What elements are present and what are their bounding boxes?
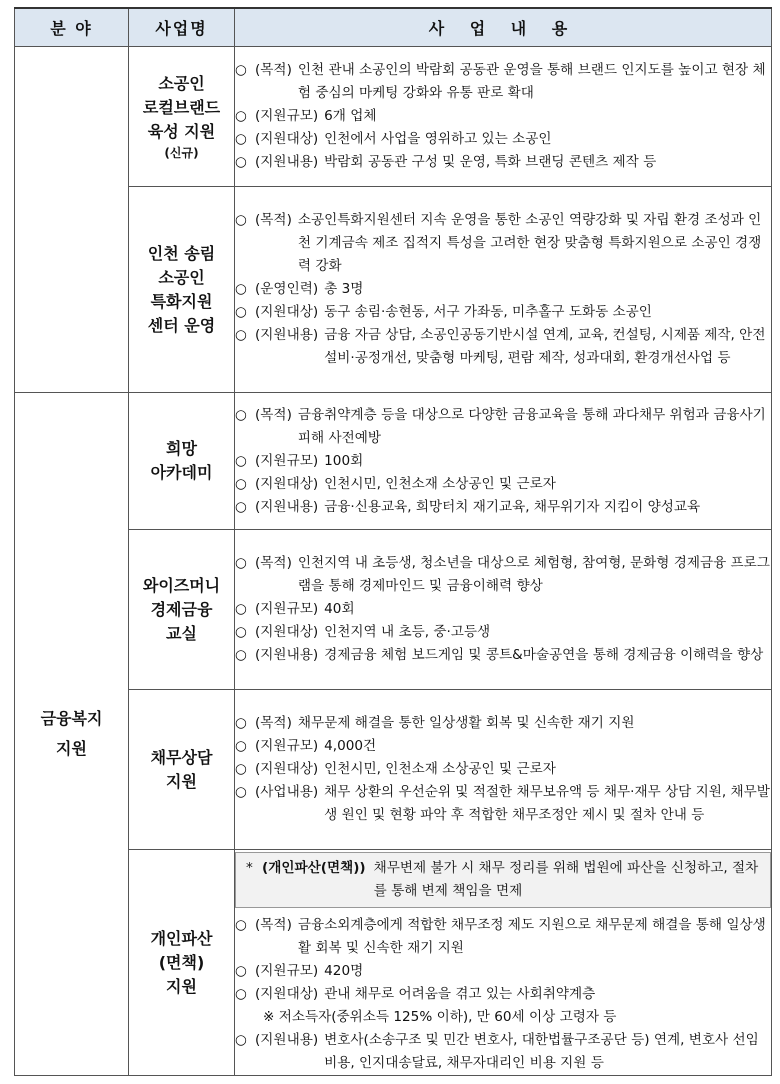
list-item: ○ (지원내용) 박람회 공동관 구성 및 운영, 특화 브랜딩 콘텐츠 제작 등 [235,154,657,170]
list-item: ○ (목적) 금융취약계층 등을 대상으로 다양한 금융교육을 통해 과다채무 위험과 금융사기 피해 사전예방 [235,406,766,446]
list-item: ○ (지원규모) 4,000건 [235,738,377,754]
list-item: ○ (지원대상) 인천시민, 인천소재 소상공인 및 근로자 [235,475,556,492]
table-row [15,393,772,530]
list-item: ○ (목적) 소공인특화지원센터 지속 운영을 통한 소공인 역량강화 및 자립 환경 조성과 인천 기계금속 제조 집적지 특성을 고려한 현장 맞춤형 특화지원으로 소공인 경쟁력 강화 [235,212,762,274]
field-cell [15,393,129,1076]
list-item: ○ (지원내용) 금융 자금 상담, 소공인공동기반시설 연계, 교육, 컨설팅, 시제품 제작, 안전설비·공정개선, 맞춤형 마케팅, 편람 제작, 성과대회, 환경개선사업 등 [235,327,766,366]
program-content [235,187,772,393]
list-item: ○ (지원내용) 변호사(소송구조 및 민간 변호사, 대한법률구조공단 등) 연계, 변호사 선임비용, 인지대송달료, 채무자대리인 비용 지원 등 [235,1032,759,1071]
list-item: ○ (목적) 금융소외계층에게 적합한 채무조정 제도 지원으로 채무문제 해결을 통해 일상생활 회복 및 신속한 재기 지원 [235,917,766,956]
list-item: ○ (목적) 인천 관내 소공인의 박람회 공동관 운영을 통해 브랜드 인지도를 높이고 현장 체험 중심의 마케팅 강화와 유통 판로 확대 [235,62,766,101]
business-table [14,7,772,1076]
table-row [15,47,772,187]
table-row [15,690,772,850]
table-row [15,850,772,1076]
program-name: 채무상담 지원 [129,690,235,850]
list-item: ○ (지원내용) 금융·신용교육, 희망터치 재기교육, 채무위기자 지킴이 양성교육 [235,498,701,515]
list-item: ○ (지원대상) 인천에서 사업을 영위하고 있는 소공인 [235,131,552,147]
header-content: 사 업 내 용 [235,8,772,47]
program-content [235,47,772,187]
table-header-row [15,8,772,47]
list-item: ○ (지원대상) 관내 채무로 어려움을 겪고 있는 사회취약계층 [235,986,596,1002]
program-name: 희망 아카데미 [129,393,235,530]
list-item: ○ (지원대상) 동구 송림·송현동, 서구 가좌동, 미추홀구 도화동 소공인 [235,304,652,320]
list-item: ○ (목적) 인천지역 내 초등생, 청소년을 대상으로 체험형, 참여형, 문화형 경제금융 프로그램을 통해 경제마인드 및 금융이해력 향상 [235,555,770,594]
field-label: 금융복지 지원 [40,709,103,758]
program-name: 소공인 로컬브랜드 육성 지원 (신규) [129,47,235,187]
program-name: 와이즈머니 경제금융 교실 [129,530,235,690]
program-content [235,850,772,1076]
program-content [235,690,772,850]
list-item: ○ (지원규모) 100회 [235,452,364,469]
list-item: ○ (운영인력) 총 3명 [235,281,364,297]
list-item: ○ (목적) 채무문제 해결을 통한 일상생활 회복 및 신속한 재기 지원 [235,715,635,731]
program-content [235,393,772,530]
list-item: ○ (지원내용) 경제금융 체험 보드게임 및 콩트&마술공연을 통해 경제금융 이해력을 향상 [235,647,764,663]
field-cell [15,47,129,393]
list-item: ○ (사업내용) 채무 상환의 우선순위 및 적절한 채무보유액 등 채무·재무 상담 지원, 채무발생 원인 및 현황 파악 후 적합한 채무조정안 제시 및 절차 안내 등 [235,784,770,823]
table-row [15,530,772,690]
header-name: 사업명 [129,8,235,47]
header-field: 분 야 [15,8,129,47]
note-box: * (개인파산(면책)) 채무변제 불가 시 채무 정리를 위해 법원에 파산을 신청하고, 절차를 통해 변제 책임을 면제 [235,852,771,908]
list-subitem: ※ 저소득자(중위소득 125% 이하), 만 60세 이상 고령자 등 [263,1009,617,1025]
program-name: 인천 송림 소공인 특화지원 센터 운영 [129,187,235,393]
program-name: 개인파산 (면책) 지원 [129,850,235,1076]
program-content [235,530,772,690]
list-item: ○ (지원규모) 40회 [235,601,355,617]
list-item: ○ (지원대상) 인천지역 내 초등, 중·고등생 [235,624,491,640]
list-item: ○ (지원규모) 420명 [235,963,364,979]
table-row [15,187,772,393]
list-item: ○ (지원규모) 6개 업체 [235,108,377,124]
list-item: ○ (지원대상) 인천시민, 인천소재 소상공인 및 근로자 [235,761,556,777]
